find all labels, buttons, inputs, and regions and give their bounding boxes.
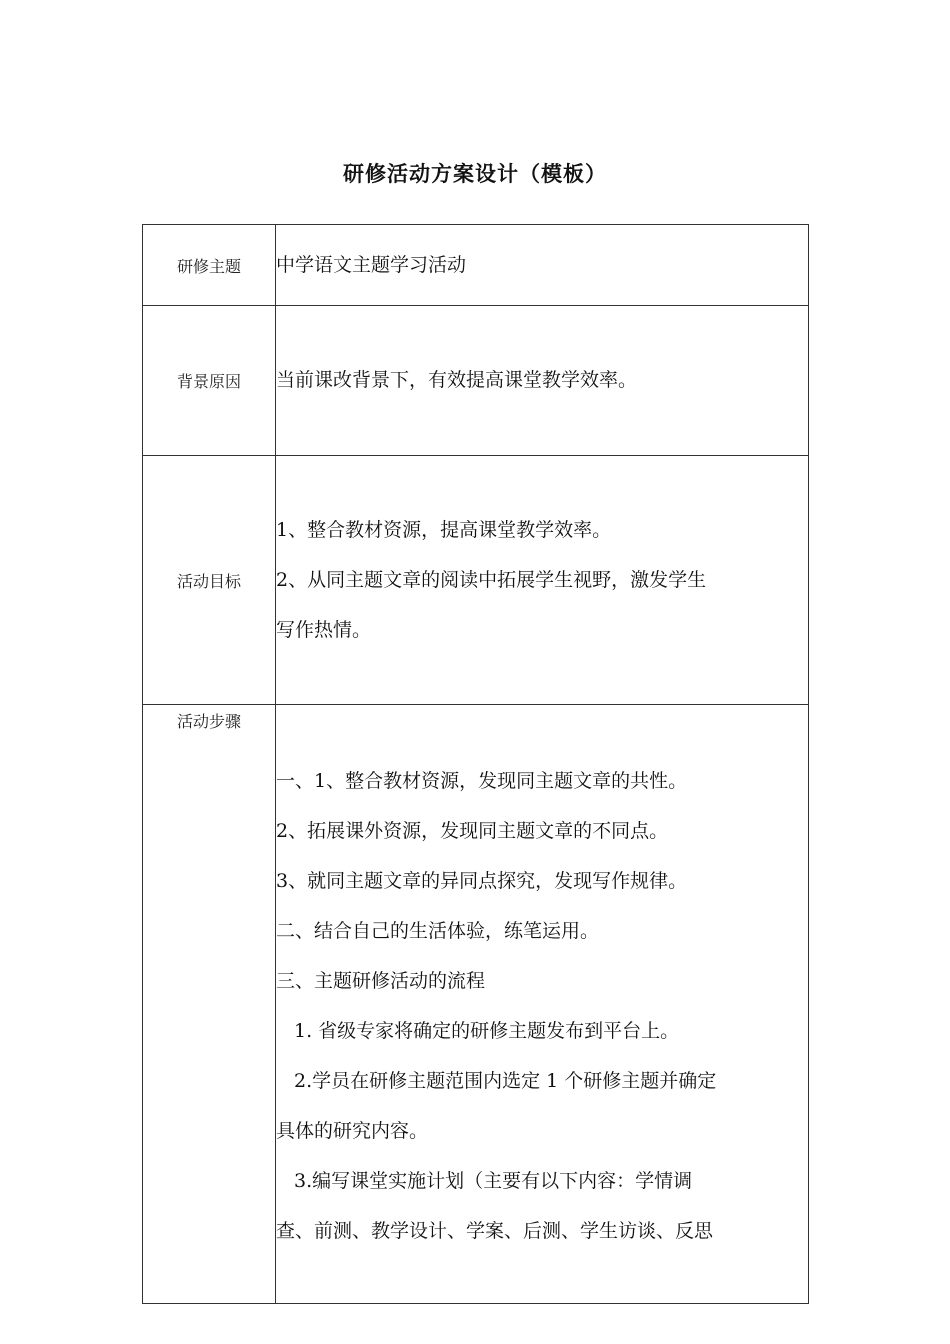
table-row-topic (143, 225, 809, 306)
goal-line: 2、从同主题文章的阅读中拓展学生视野，激发学生 (276, 569, 707, 591)
page-title: 研修活动方案设计（模板） (343, 161, 607, 186)
step-line: 3、就同主题文章的异同点探究，发现写作规律。 (276, 870, 688, 892)
row-content-topic (276, 225, 809, 306)
step-line: 三、主题研修活动的流程 (276, 970, 486, 992)
topic-text: 中学语文主题学习活动 (276, 253, 467, 276)
row-content-background (276, 306, 809, 456)
step-line: 3.编写课堂实施计划（主要有以下内容：学情调 (294, 1170, 693, 1192)
table-row-background (143, 306, 809, 456)
step-line: 一、1、整合教材资源，发现同主题文章的共性。 (276, 770, 688, 792)
row-label-goals: 活动目标 (143, 456, 276, 705)
row-content-steps (276, 705, 809, 1304)
step-line: 2.学员在研修主题范围内选定 1 个研修主题并确定 (294, 1070, 717, 1092)
plan-table (142, 224, 809, 1304)
table-row-steps (143, 705, 809, 1304)
background-text: 当前课改背景下，有效提高课堂教学效率。 (276, 369, 638, 391)
step-line: 二、结合自己的生活体验，练笔运用。 (276, 920, 600, 942)
goal-line: 写作热情。 (276, 619, 372, 641)
row-label-topic: 研修主题 (143, 225, 276, 306)
row-label-steps: 活动步骤 (143, 705, 276, 1304)
step-line: 2、拓展课外资源，发现同主题文章的不同点。 (276, 820, 669, 842)
row-content-goals (276, 456, 809, 705)
table-row-goals (143, 456, 809, 705)
step-line: 1. 省级专家将确定的研修主题发布到平台上。 (294, 1020, 680, 1042)
goal-line: 1、整合教材资源，提高课堂教学效率。 (276, 519, 612, 541)
step-line: 具体的研究内容。 (276, 1120, 429, 1142)
step-line: 查、前测、教学设计、学案、后测、学生访谈、反思 (276, 1220, 714, 1242)
row-label-background: 背景原因 (143, 306, 276, 456)
